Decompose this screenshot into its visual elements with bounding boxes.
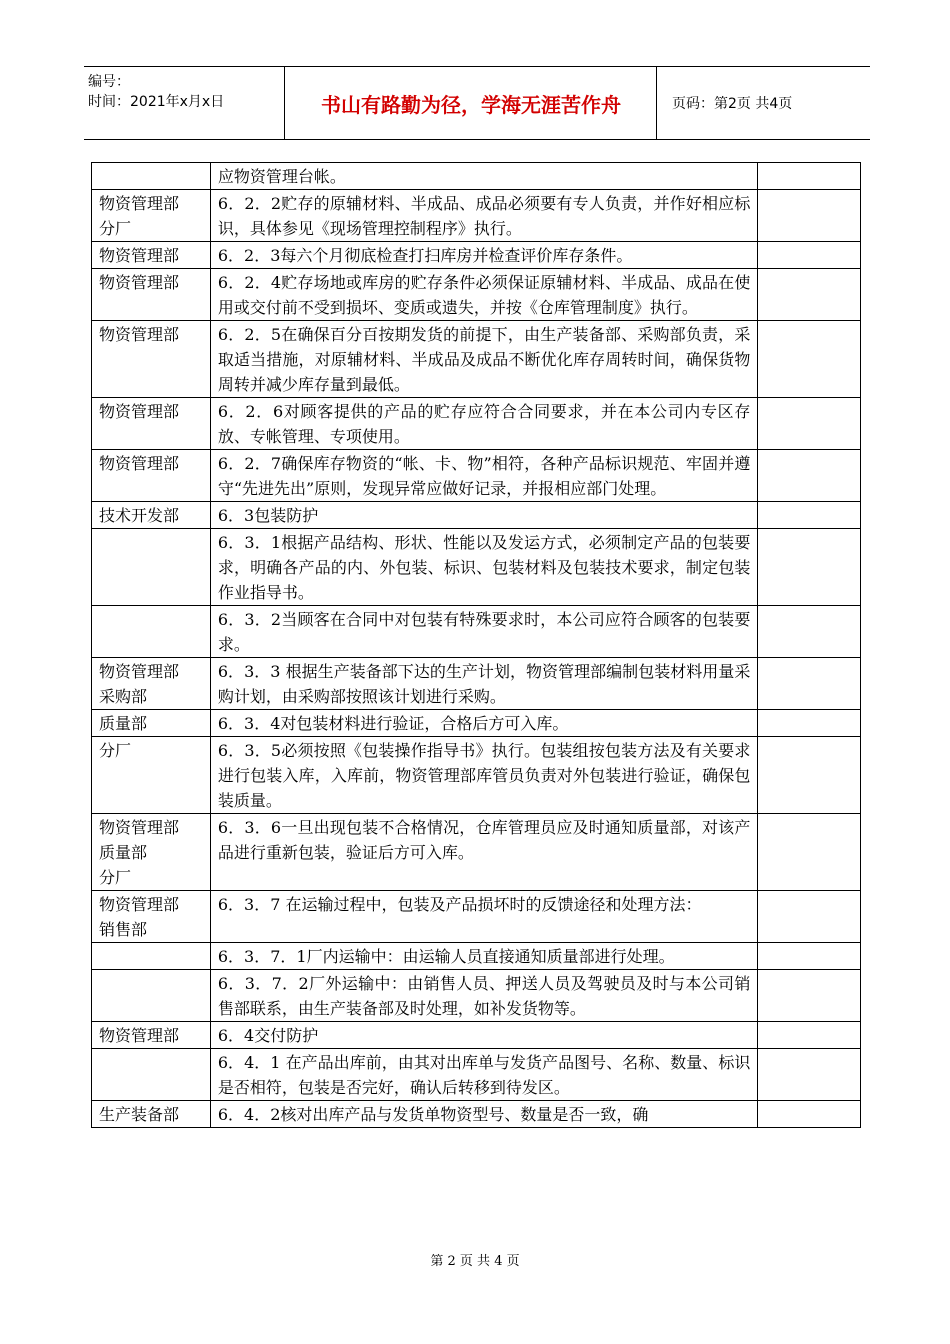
remarks-cell <box>758 606 861 658</box>
table-row <box>92 1049 861 1101</box>
responsible-department <box>92 891 211 943</box>
responsible-department <box>92 529 211 606</box>
procedure-text: 6．3．7．1厂内运输中：由运输人员直接通知质量部进行处理。 <box>210 943 758 970</box>
responsible-department <box>92 1049 211 1101</box>
remarks-cell <box>758 163 861 190</box>
procedure-text: 6．3．7．2厂外运输中：由销售人员、押送人员及驾驶员及时与本公司销售部联系，由生产装备部及时处理，如补发货物等。 <box>210 970 758 1022</box>
remarks-cell <box>758 737 861 814</box>
procedure-text: 6．4交付防护 <box>210 1022 758 1049</box>
responsible-department <box>92 737 211 814</box>
table-row <box>92 658 861 710</box>
remarks-cell <box>758 891 861 943</box>
remarks-cell <box>758 398 861 450</box>
remarks-cell <box>758 1101 861 1128</box>
procedure-text: 6．3．4对包装材料进行验证，合格后方可入库。 <box>210 710 758 737</box>
department-name: 物资管理部 <box>99 818 180 837</box>
table-row <box>92 529 861 606</box>
responsible-department <box>92 1022 211 1049</box>
responsible-department <box>92 502 211 529</box>
remarks-cell <box>758 943 861 970</box>
responsible-department <box>92 242 211 269</box>
remarks-cell <box>758 529 861 606</box>
procedure-text: 6．2．2贮存的原辅材料、半成品、成品必须要有专人负责，并作好相应标识，具体参见《现场管理控制程序》执行。 <box>210 190 758 242</box>
header-divider <box>284 67 285 139</box>
procedure-text: 6．2．6对顾客提供的产品的贮存应符合合同要求，并在本公司内专区存放、专帐管理、专项使用。 <box>210 398 758 450</box>
procedure-text: 6．3．5必须按照《包装操作指导书》执行。包装组按包装方法及有关要求进行包装入库，入库前，物资管理部库管员负责对外包装进行验证，确保包装质量。 <box>210 737 758 814</box>
responsible-department <box>92 450 211 502</box>
table-row <box>92 321 861 398</box>
procedure-table <box>91 162 861 1128</box>
department-name: 物资管理部 <box>99 1026 180 1045</box>
procedure-text: 6．2．7确保库存物资的“帐、卡、物”相符，各种产品标识规范、牢固并遵守“先进先出”原则，发现异常应做好记录，并报相应部门处理。 <box>210 450 758 502</box>
department-name: 物资管理部 <box>99 895 180 914</box>
table-row <box>92 398 861 450</box>
responsible-department <box>92 1101 211 1128</box>
responsible-department <box>92 658 211 710</box>
department-name: 分厂 <box>99 868 132 887</box>
document-date: 时间：2021年x月x日 <box>88 94 225 110</box>
department-name: 物资管理部 <box>99 402 180 421</box>
remarks-cell <box>758 970 861 1022</box>
responsible-department <box>92 269 211 321</box>
remarks-cell <box>758 269 861 321</box>
department-name: 物资管理部 <box>99 273 180 292</box>
table-row <box>92 450 861 502</box>
procedure-text: 6．2．4贮存场地或库房的贮存条件必须保证原辅材料、半成品、成品在使用或交付前不受到损坏、变质或遗失，并按《仓库管理制度》执行。 <box>210 269 758 321</box>
table-row <box>92 891 861 943</box>
document-number-label: 编号： <box>88 74 130 90</box>
responsible-department <box>92 163 211 190</box>
procedure-text: 6．4．1 在产品出库前，由其对出库单与发货产品图号、名称、数量、标识是否相符，包装是否完好，确认后转移到待发区。 <box>210 1049 758 1101</box>
remarks-cell <box>758 814 861 891</box>
procedure-text: 6．3包装防护 <box>210 502 758 529</box>
responsible-department <box>92 398 211 450</box>
remarks-cell <box>758 321 861 398</box>
table-row <box>92 737 861 814</box>
remarks-cell <box>758 658 861 710</box>
remarks-cell <box>758 502 861 529</box>
procedure-text: 6．2．3每六个月彻底检查打扫库房并检查评价库存条件。 <box>210 242 758 269</box>
procedure-text: 6．3．3 根据生产装备部下达的生产计划，物资管理部编制包装材料用量采购计划，由采购部按照该计划进行采购。 <box>210 658 758 710</box>
remarks-cell <box>758 242 861 269</box>
responsible-department <box>92 606 211 658</box>
header-meta <box>84 67 284 139</box>
department-name: 物资管理部 <box>99 454 180 473</box>
department-name: 分厂 <box>99 741 132 760</box>
responsible-department <box>92 190 211 242</box>
remarks-cell <box>758 1049 861 1101</box>
department-name: 生产装备部 <box>99 1105 180 1124</box>
header-motto: 书山有路勤为径，学海无涯苦作舟 <box>321 92 621 117</box>
table-row <box>92 710 861 737</box>
responsible-department <box>92 943 211 970</box>
remarks-cell <box>758 710 861 737</box>
table-row <box>92 606 861 658</box>
page-header <box>84 66 870 140</box>
procedure-text: 6．3．2当顾客在合同中对包装有特殊要求时，本公司应符合顾客的包装要求。 <box>210 606 758 658</box>
department-name: 销售部 <box>99 920 148 939</box>
table-row <box>92 163 861 190</box>
department-name: 分厂 <box>99 219 132 238</box>
table-row <box>92 502 861 529</box>
department-name: 技术开发部 <box>99 506 180 525</box>
responsible-department <box>92 970 211 1022</box>
header-page-info <box>664 67 870 139</box>
table-row <box>92 943 861 970</box>
table-row <box>92 190 861 242</box>
page-footer: 第 2 页 共 4 页 <box>430 1254 520 1269</box>
department-name: 质量部 <box>99 843 148 862</box>
procedure-text: 6．3．6一旦出现包装不合格情况，仓库管理员应及时通知质量部，对该产品进行重新包装，验证后方可入库。 <box>210 814 758 891</box>
page-info-text: 页码：第2页 共4页 <box>672 96 793 112</box>
table-row <box>92 1022 861 1049</box>
table-row <box>92 269 861 321</box>
table-row <box>92 970 861 1022</box>
department-name: 物资管理部 <box>99 246 180 265</box>
department-name: 物资管理部 <box>99 325 180 344</box>
department-name: 物资管理部 <box>99 194 180 213</box>
remarks-cell <box>758 1022 861 1049</box>
procedure-text: 6．3．1根据产品结构、形状、性能以及发运方式，必须制定产品的包装要求，明确各产品的内、外包装、标识、包装材料及包装技术要求，制定包装作业指导书。 <box>210 529 758 606</box>
table-row <box>92 1101 861 1128</box>
header-divider <box>656 67 657 139</box>
remarks-cell <box>758 450 861 502</box>
responsible-department <box>92 814 211 891</box>
responsible-department <box>92 710 211 737</box>
table-row <box>92 814 861 891</box>
department-name: 物资管理部 <box>99 662 180 681</box>
remarks-cell <box>758 190 861 242</box>
procedure-text: 6．4．2核对出库产品与发货单物资型号、数量是否一致，确 <box>210 1101 758 1128</box>
procedure-text: 6．3．7 在运输过程中，包装及产品损坏时的反馈途径和处理方法： <box>210 891 758 943</box>
table-row <box>92 242 861 269</box>
department-name: 质量部 <box>99 714 148 733</box>
procedure-text: 6．2．5在确保百分百按期发货的前提下，由生产装备部、采购部负责，采取适当措施，对原辅材料、半成品及成品不断优化库存周转时间，确保货物周转并减少库存量到最低。 <box>210 321 758 398</box>
procedure-text: 应物资管理台帐。 <box>210 163 758 190</box>
responsible-department <box>92 321 211 398</box>
department-name: 采购部 <box>99 687 148 706</box>
